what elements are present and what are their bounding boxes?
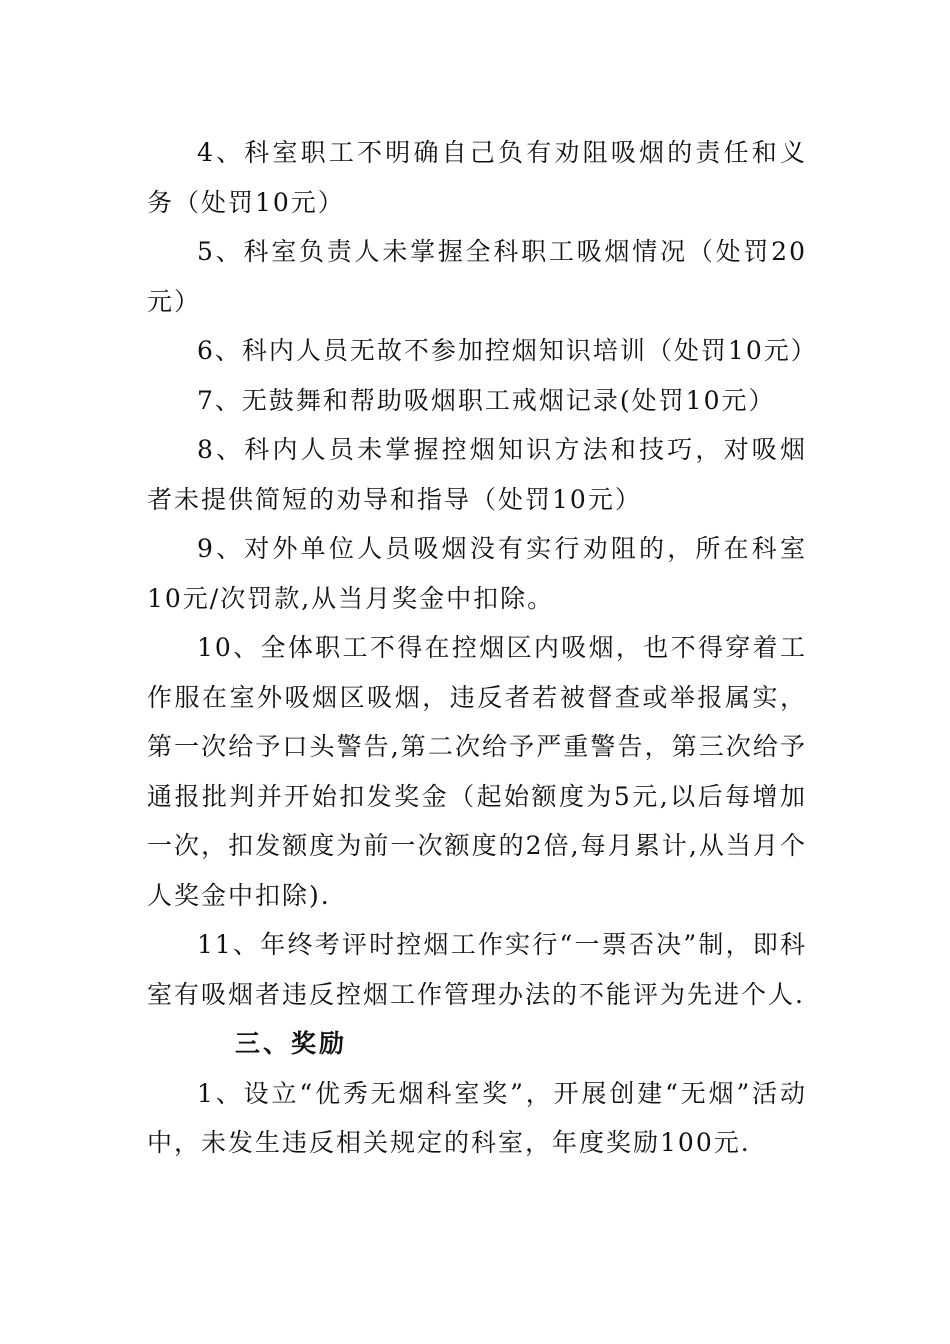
penalty-item-11: 11、年终考评时控烟工作实行“一票否决”制，即科室有吸烟者违反控烟工作管理办法的不能评为先进个人. xyxy=(147,930,807,1009)
section-heading-rewards: 三、奖励 xyxy=(235,1029,348,1058)
penalty-item-6: 6、科内人员无故不参加控烟知识培训（处罚10元） xyxy=(197,336,818,365)
penalty-item-4: 4、科室职工不明确自己负有劝阻吸烟的责任和义务（处罚10元） xyxy=(147,138,807,217)
reward-item-1: 1、设立“优秀无烟科室奖”，开展创建“无烟”活动中，未发生违反相关规定的科室，年度奖励100元. xyxy=(147,1078,807,1157)
document-body xyxy=(147,128,818,1168)
penalty-item-7: 7、无鼓舞和帮助吸烟职工戒烟记录(处罚10元） xyxy=(197,385,776,415)
penalty-item-5: 5、科室负责人未掌握全科职工吸烟情况（处罚20元） xyxy=(147,237,807,316)
penalty-item-9: 9、对外单位人员吸烟没有实行劝阻的，所在科室10元/次罚款,从当月奖金中扣除。 xyxy=(147,534,807,613)
penalty-item-8: 8、科内人员未掌握控烟知识方法和技巧，对吸烟者未提供简短的劝导和指导（处罚10元） xyxy=(147,435,807,514)
penalty-item-10: 10、全体职工不得在控烟区内吸烟，也不得穿着工作服在室外吸烟区吸烟，违反者若被督查或举报属实，第一次给予口头警告,第二次给予严重警告，第三次给予通报批判并开始扣发奖金（起始额度为5元,以后每增加一次，扣发额度为前一次额度的2倍,每月累计,从当月个人奖金中扣除). xyxy=(147,633,807,910)
